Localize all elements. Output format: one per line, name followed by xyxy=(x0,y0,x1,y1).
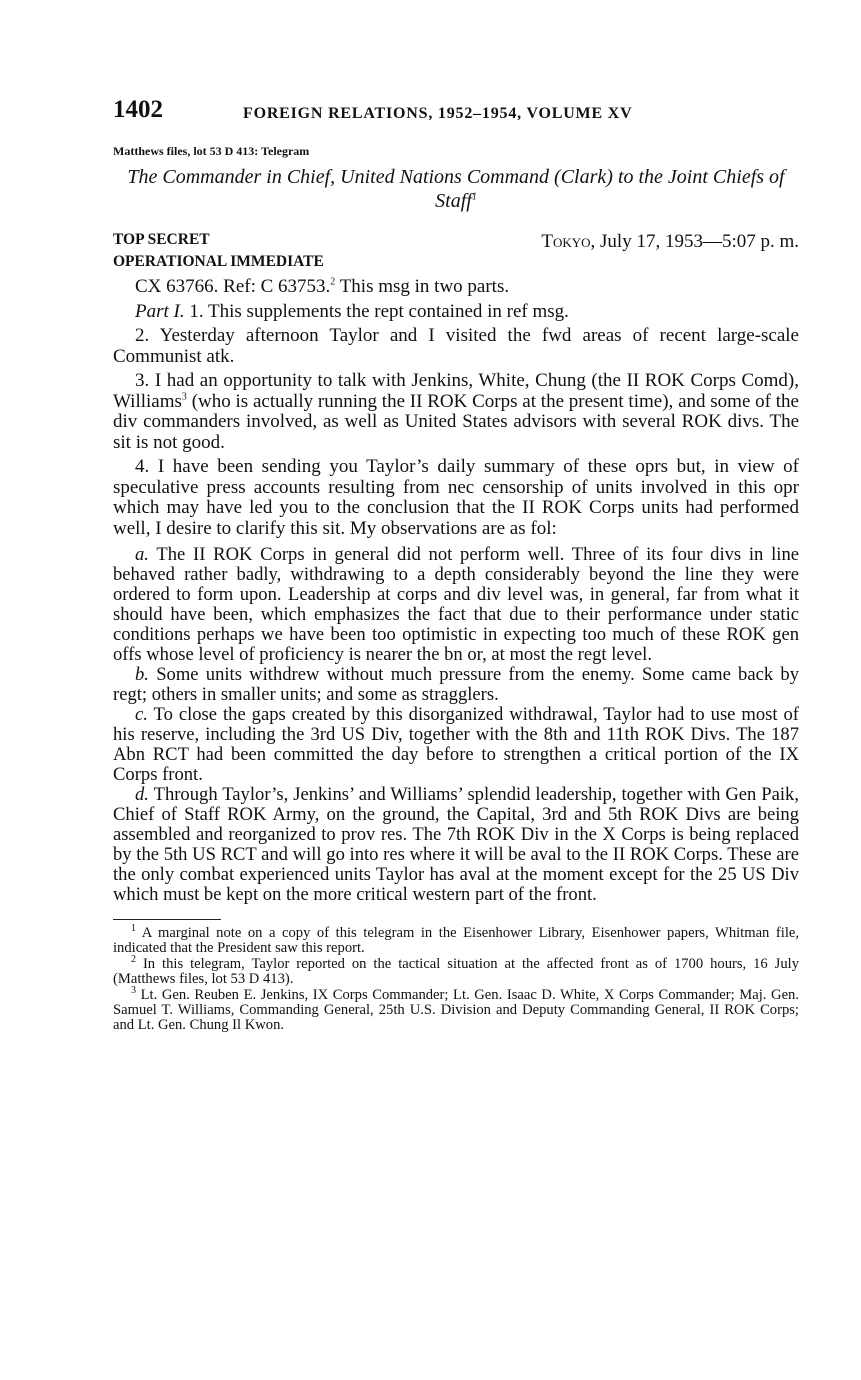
running-title: FOREIGN RELATIONS, 1952–1954, VOLUME XV xyxy=(243,105,633,122)
paragraph-3 xyxy=(113,371,799,453)
document-title xyxy=(113,165,799,213)
observation-text: Through Taylor’s, Jenkins’ and Williams’ splendid leadership, together with Gen Paik, Chief of Staff ROK Army, on the ground, the Capital, 3rd and 5th ROK Divs are being assembled and reorganized to prov res. The 7th ROK Div in the X Corps is being replaced by the 5th US RCT and will go into res where it will be aval to the II ROK Corps. These are the only combat experienced units Taylor has aval at the moment except for the 25 US Div which must be kept on the more critical western part of the front. xyxy=(113,784,799,905)
footnote-divider xyxy=(113,919,221,920)
paragraph-2: 2. Yesterday afternoon Taylor and I visited the fwd areas of recent large-scale Communist atk. xyxy=(113,325,799,367)
footnote-ref-3: 3 xyxy=(181,391,187,403)
dateline-place: Tokyo, xyxy=(541,231,596,252)
footnote-ref-2: 2 xyxy=(330,276,336,288)
observation-label: d. xyxy=(135,784,149,805)
footnote-text: Lt. Gen. Reuben E. Jenkins, IX Corps Commander; Lt. Gen. Isaac D. White, X Corps Commander; Maj. Gen. Samuel T. Williams, Commanding General, 25th U.S. Division and Deputy Commanding General, II ROK Corps; and Lt. Gen. Chung Il Kwon. xyxy=(113,986,799,1034)
paragraph-1 xyxy=(113,302,799,323)
paragraph-1-text: 1. This supplements the rept contained in ref msg. xyxy=(184,300,569,322)
classification-precedence: OPERATIONAL IMMEDIATE xyxy=(113,253,324,270)
observation-label: c. xyxy=(135,704,148,725)
footnote xyxy=(113,923,799,957)
dateline-date: July 17, 1953—5:07 p. m. xyxy=(595,231,799,252)
paragraph-3-text: 3. I had an opportunity to talk with Jenkins, White, Chung (the II ROK Corps Comd), Williams xyxy=(113,370,799,412)
observation-label: b. xyxy=(135,664,149,685)
footnote-number: 1 xyxy=(131,923,136,935)
footnote-text: A marginal note on a copy of this telegram in the Eisenhower Library, Eisenhower papers, Whitman file, indicated that the President saw this report. xyxy=(113,925,799,957)
page-number: 1402 xyxy=(113,96,163,123)
message-body xyxy=(113,277,799,539)
footnote-number: 2 xyxy=(131,953,136,965)
observation-c xyxy=(113,705,799,785)
observation-text: Some units withdrew without much pressure from the enemy. Some came back by regt; others in smaller units; and some as stragglers. xyxy=(113,664,799,705)
source-note: Matthews files, lot 53 D 413: Telegram xyxy=(113,144,310,158)
document-title-text: The Commander in Chief, United Nations Command (Clark) to the Joint Chiefs of Staff xyxy=(127,166,785,212)
footnote-text: In this telegram, Taylor reported on the tactical situation at the affected front as of 1700 hours, 16 July (Matthews files, lot 53 D 413). xyxy=(113,955,799,988)
footnotes xyxy=(113,923,799,1034)
observations-list xyxy=(113,545,799,905)
footnote xyxy=(113,953,799,988)
document-page xyxy=(113,96,799,1034)
observation-label: a. xyxy=(135,544,149,565)
observation-a xyxy=(113,545,799,665)
observation-d xyxy=(113,785,799,905)
dateline xyxy=(541,231,799,253)
footnote-number: 3 xyxy=(131,984,136,996)
footnote xyxy=(113,984,799,1034)
reference-text-cont: This msg in two parts. xyxy=(335,276,510,297)
footnote-ref-1: 1 xyxy=(471,191,477,203)
paragraph-4: 4. I have been sending you Taylor’s daily summary of these oprs but, in view of speculative press accounts resulting from nec censorship of units involved in this opr which may have led you to the conclusion that the II ROK Corps units had performed well, I desire to clarify this sit. My observations are as fol: xyxy=(113,456,799,539)
part-label: Part I. xyxy=(135,300,185,322)
paragraph-reference xyxy=(113,277,799,298)
reference-text: CX 63766. Ref: C 63753. xyxy=(135,276,331,297)
classification-top-secret: TOP SECRET xyxy=(113,231,210,248)
observation-text: To close the gaps created by this disorganized withdrawal, Taylor had to use most of his reserve, including the 3rd US Div, together with the 8th and 11th ROK Divs. The 187 Abn RCT had been committed the day before to strengthen a critical portion of the IX Corps front. xyxy=(113,704,799,785)
running-head xyxy=(113,96,799,132)
paragraph-3-text-cont: (who is actually running the II ROK Corps at the present time), and some of the div commanders involved, as well as United States advisors with several ROK divs. The sit is not good. xyxy=(113,390,799,453)
observation-text: The II ROK Corps in general did not perform well. Three of its four divs in line behaved rather badly, withdrawing to a depth considerably beyond the line they were ordered to form upon. Leadership at corps and div level was, in general, far from what it should have been, which emphasizes the fact that due to their performance under static conditions perhaps we have been too optimistic in expecting too much of these ROK gen offs whose level of proficiency is nearer the bn or, at most the regt level. xyxy=(113,544,799,665)
message-header xyxy=(113,231,799,271)
observation-b xyxy=(113,665,799,705)
